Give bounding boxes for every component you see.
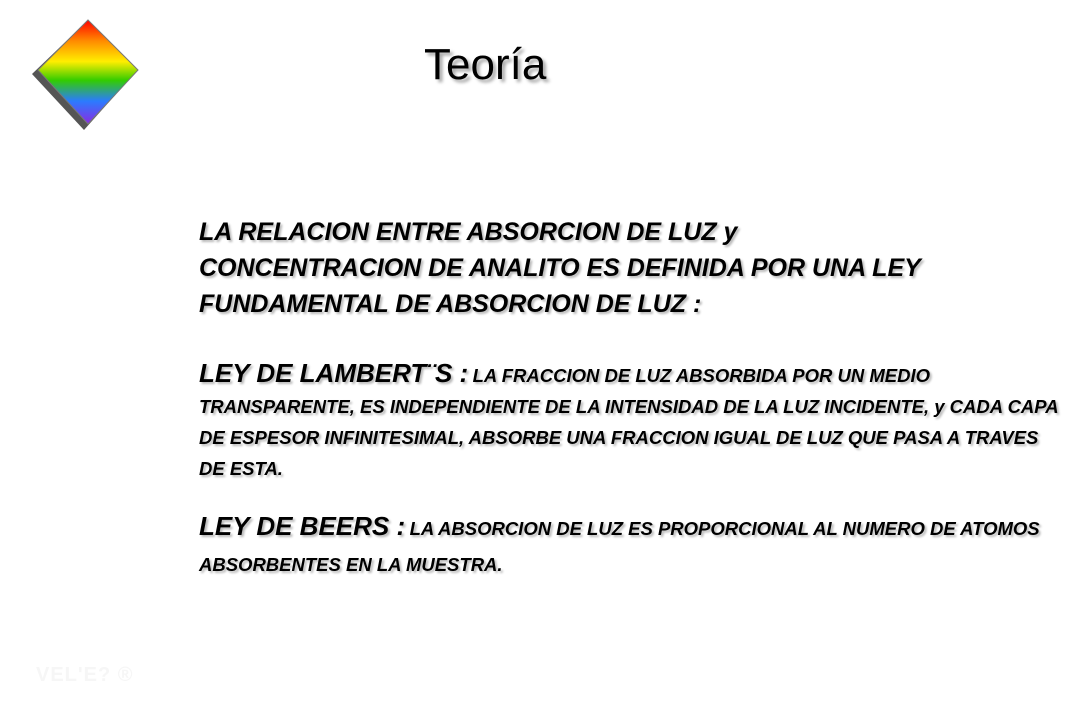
watermark-text: VEL'E? ® [36,664,134,686]
lambert-law-text: LA FRACCION DE LUZ ABSORBIDA POR UN MEDIO TRANSPARENTE, ES INDEPENDIENTE DE LA INTENSIDAD DE LA LUZ INCIDENTE, y CADA CAPA DE ESPESOR INFINITESIMAL, ABSORBE UNA FRACCION IGUAL DE LUZ QUE PASA A TRAVES DE ESTA. [199,365,1058,479]
beer-law-name: LEY DE BEERS : [199,511,406,541]
rainbow-diamond-logo-icon [22,14,146,138]
beer-law-text: LA ABSORCION DE LUZ ES PROPORCIONAL AL NUMERO DE ATOMOS ABSORBENTES EN LA MUESTRA. [199,518,1040,575]
beer-law-paragraph [199,511,1069,583]
lambert-law-name: LEY DE LAMBERT¨S : [199,358,469,388]
lambert-law-paragraph [199,359,1069,485]
slide-content [199,214,1069,583]
slide-title: Teoría [424,40,547,89]
intro-paragraph: LA RELACION ENTRE ABSORCION DE LUZ y CONCENTRACION DE ANALITO ES DEFINIDA POR UNA LEY FUNDAMENTAL DE ABSORCION DE LUZ : [199,218,921,318]
